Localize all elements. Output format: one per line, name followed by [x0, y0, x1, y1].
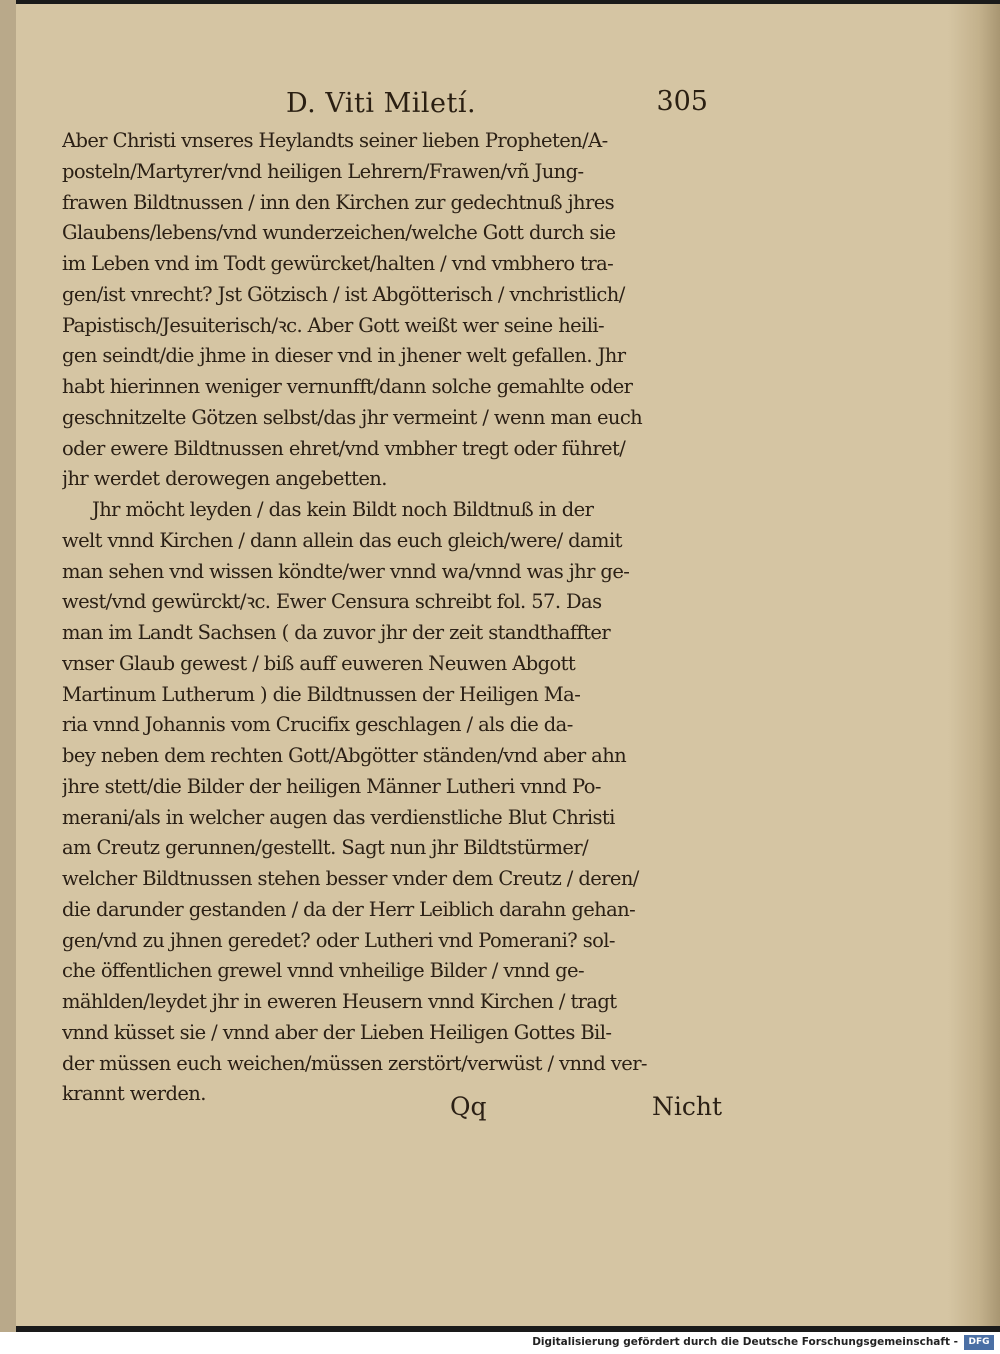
text-line: man im Landt Sachsen ( da zuvor jhr der zeit standthaffter — [62, 621, 611, 644]
text-line: posteln/Martyrer/vnd heiligen Lehrern/Frawen/vñ Jung- — [62, 159, 584, 183]
text-line: welt vnnd Kirchen / dann allein das euch gleich/were/ damit — [62, 528, 622, 552]
text-line: vnser Glaub gewest / biß auff euweren Neuwen Abgott — [62, 651, 576, 675]
frame-edge — [0, 0, 16, 1332]
text-line: die darunder gestanden / da der Herr Leiblich darahn gehan- — [62, 897, 636, 921]
text-line: am Creutz gerunnen/gestellt. Sagt nun jhr Bildtstürmer/ — [62, 836, 589, 860]
credit-bar — [0, 1332, 1000, 1354]
text-line: che öffentlichen grewel vnnd vnheilige Bilder / vnnd ge- — [62, 959, 584, 983]
text-line: bey neben dem rechten Gott/Abgötter ständen/vnd aber ahn — [62, 744, 627, 767]
signature-mark: Qq — [450, 1092, 487, 1121]
catchword: Nicht — [651, 1092, 722, 1121]
text-line: geschnitzelte Götzen selbst/das jhr vermeint / wenn man euch — [62, 405, 643, 429]
text-line: jhr werdet derowegen angebetten. — [62, 467, 387, 491]
text-line: frawen Bildtnussen / inn den Kirchen zur gedechtnuß jhres — [62, 190, 615, 214]
text-line: merani/als in welcher augen das verdienstliche Blut Christi — [62, 805, 615, 829]
text-line: jhre stett/die Bilder der heiligen Männer Lutheri vnnd Po- — [62, 774, 601, 798]
text-line: west/vnd gewürckt/ꝛc. Ewer Censura schreibt fol. 57. Das — [62, 590, 602, 614]
page-number: 305 — [656, 86, 708, 117]
text-line: habt hierinnen weniger vernunfft/dann solche gemahlte oder — [62, 375, 633, 398]
text-line: Glaubens/lebens/vnd wunderzeichen/welche Gott durch sie — [62, 221, 616, 245]
body-text — [62, 126, 722, 1110]
text-line: der müssen euch weichen/müssen zerstört/verwüst / vnnd ver- — [62, 1051, 647, 1075]
page-edge-shadow — [948, 4, 1000, 1326]
text-line: krannt werden. — [62, 1082, 206, 1106]
credit-text: Digitalisierung gefördert durch die Deutsche Forschungsgemeinschaft - — [532, 1336, 958, 1348]
header-title: D. Viti Miletí. — [286, 88, 477, 119]
page-footer — [440, 1088, 722, 1128]
dfg-logo: DFG — [964, 1335, 994, 1350]
text-line: im Leben vnd im Todt gewürcket/halten / vnd vmbhero tra- — [62, 252, 614, 275]
text-line: Martinum Lutherum ) die Bildtnussen der Heiligen Ma- — [62, 682, 581, 706]
text-line: mählden/leydet jhr in eweren Heusern vnnd Kirchen / tragt — [62, 990, 617, 1013]
text-line: ria vnnd Johannis vom Crucifix geschlagen / als die da- — [62, 713, 573, 737]
paragraph-start-line: Jhr möcht leyden / das kein Bildt noch Bildtnuß in der — [92, 498, 594, 521]
text-line: Papistisch/Jesuiterisch/ꝛc. Aber Gott weißt wer seine heili- — [62, 313, 605, 337]
text-line: man sehen vnd wissen köndte/wer vnnd wa/vnnd was jhr ge- — [62, 559, 630, 583]
text-line: gen/ist vnrecht? Jst Götzisch / ist Abgötterisch / vnchristlich/ — [62, 282, 625, 306]
running-head — [66, 80, 716, 126]
text-line: welcher Bildtnussen stehen besser vnder dem Creutz / deren/ — [62, 867, 639, 890]
text-line: vnnd küsset sie / vnnd aber der Lieben Heiligen Gottes Bil- — [62, 1020, 612, 1044]
text-line: oder ewere Bildtnussen ehret/vnd vmbher tregt oder führet/ — [62, 436, 626, 460]
text-line: gen/vnd zu jhnen geredet? oder Lutheri vnd Pomerani? sol- — [62, 928, 615, 952]
text-line: gen seindt/die jhme in dieser vnd in jhener welt gefallen. Jhr — [62, 344, 626, 368]
text-line: Aber Christi vnseres Heylandts seiner lieben Propheten/A- — [62, 129, 608, 152]
